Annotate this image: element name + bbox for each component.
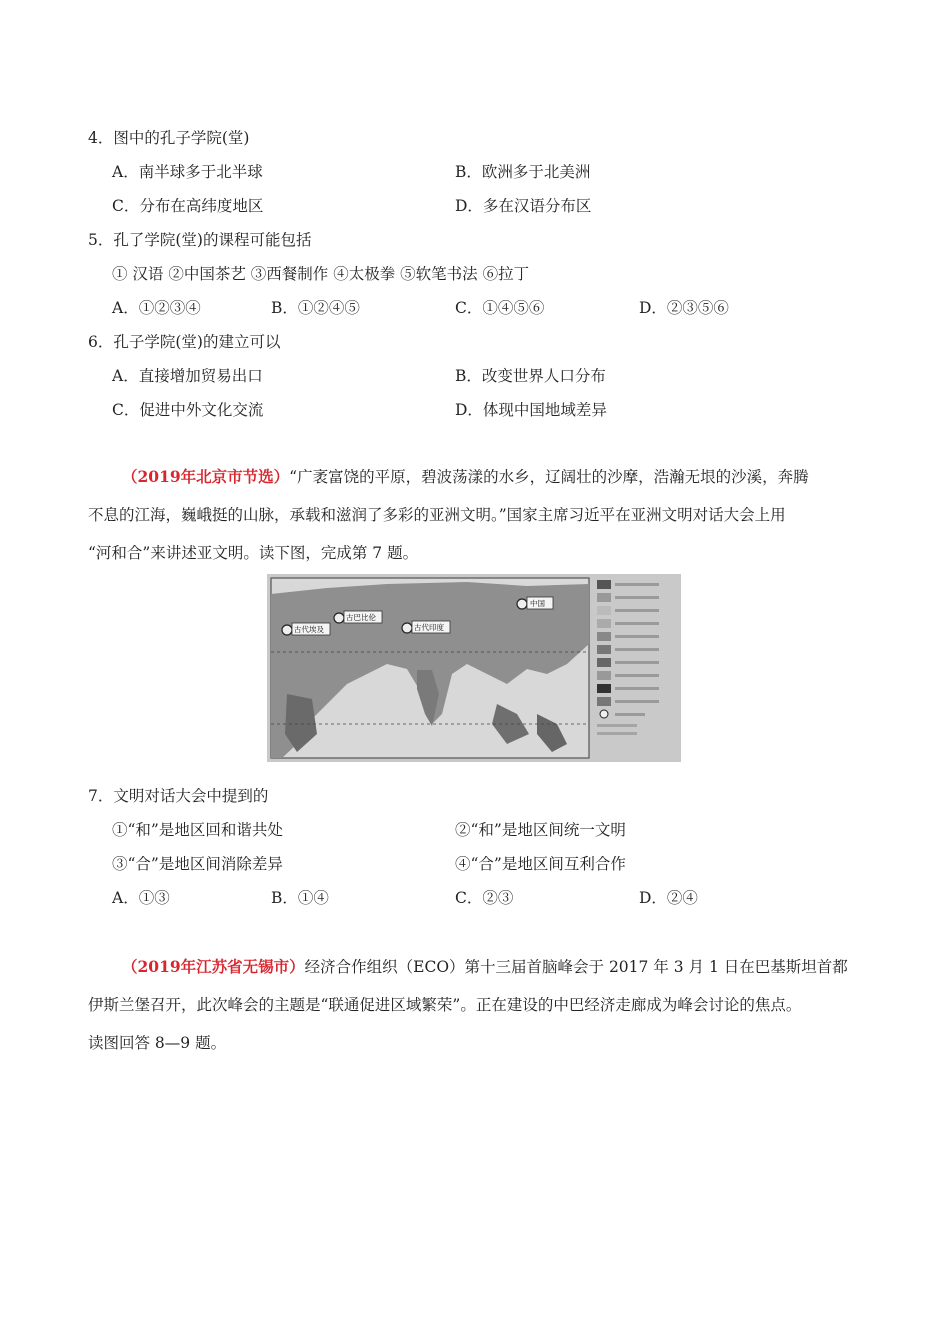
q5-option-a: A．①②③④ (112, 299, 201, 317)
passage-1-line2: 不息的江海，巍峨挺的山脉，承载和滋润了多彩的亚洲文明。”国家主席习近平在亚洲文明对话大会上用 (88, 506, 786, 524)
q5-items: ① 汉语 ②中国茶艺 ③西餐制作 ④太极拳 ⑤软笔书法 ⑥拉丁 (112, 265, 530, 283)
q7-option-a: A．①③ (112, 889, 170, 907)
q5-option-c: C．①④⑤⑥ (455, 299, 545, 317)
q4-option-b: B．欧洲多于北美洲 (455, 163, 591, 181)
q7-item-4: ④“合”是地区间互利合作 (455, 855, 626, 873)
passage-1-line3: “河和合”来讲述亚文明。读下图，完成第 7 题。 (88, 544, 419, 562)
q7-stem: 7．文明对话大会中提到的 (88, 787, 269, 805)
marker-egypt-icon (282, 625, 292, 635)
marker-china-icon (517, 599, 527, 609)
q6-stem: 6．孔子学院(堂)的建立可以 (88, 333, 281, 351)
q5-stem: 5．孔了学院(堂)的课程可能包括 (88, 231, 312, 249)
q7-option-d: D．②④ (639, 889, 698, 907)
map-label-babylon: 古巴比伦 (346, 613, 376, 622)
passage-2-line3: 读图回答 8—9 题。 (88, 1034, 227, 1052)
passage-2-line2: 伊斯兰堡召开，此次峰会的主题是“联通促进区域繁荣”。正在建设的中巴经济走廊成为峰会讨论的焦点。 (88, 996, 802, 1014)
passage-2 (88, 948, 878, 1062)
q5-option-d: D．②③⑤⑥ (639, 299, 729, 317)
q4-stem: 4．图中的孔子学院(堂) (88, 129, 250, 147)
passage-1-source: （2019年北京市节选） (122, 467, 290, 486)
q7-item-3: ③“合”是地区间消除差异 (112, 855, 283, 873)
q7-option-c: C．②③ (455, 889, 514, 907)
map-label-china: 中国 (530, 599, 545, 608)
marker-babylon-icon (334, 613, 344, 623)
q6-option-c: C．促进中外文化交流 (112, 401, 264, 419)
passage-1 (88, 458, 878, 572)
map-label-india: 古代印度 (414, 623, 444, 632)
q6-option-a: A．直接增加贸易出口 (112, 367, 263, 385)
map-label-egypt: 古代埃及 (294, 625, 324, 634)
q4-option-d: D．多在汉语分布区 (455, 197, 592, 215)
q7-option-b: B．①④ (271, 889, 329, 907)
passage-1-line1: “广袤富饶的平原，碧波荡漾的水乡，辽阔壮的沙摩，浩瀚无垠的沙溪，奔腾 (289, 468, 809, 486)
q5-option-b: B．①②④⑤ (271, 299, 360, 317)
passage-2-source: （2019年江苏省无锡市） (122, 957, 305, 976)
asia-civilization-map (267, 574, 681, 762)
q7-item-1: ①“和”是地区回和谐共处 (112, 821, 283, 839)
q4-option-c: C．分布在高纬度地区 (112, 197, 264, 215)
q6-option-b: B．改变世界人口分布 (455, 367, 606, 385)
passage-2-line1: 经济合作组织（ECO）第十三届首脑峰会于 2017 年 3 月 1 日在巴基斯坦首都 (304, 958, 848, 976)
q4-option-a: A．南半球多于北半球 (112, 163, 263, 181)
q7-item-2: ②“和”是地区间统一文明 (455, 821, 626, 839)
marker-india-icon (402, 623, 412, 633)
q6-option-d: D．体现中国地域差异 (455, 401, 607, 419)
